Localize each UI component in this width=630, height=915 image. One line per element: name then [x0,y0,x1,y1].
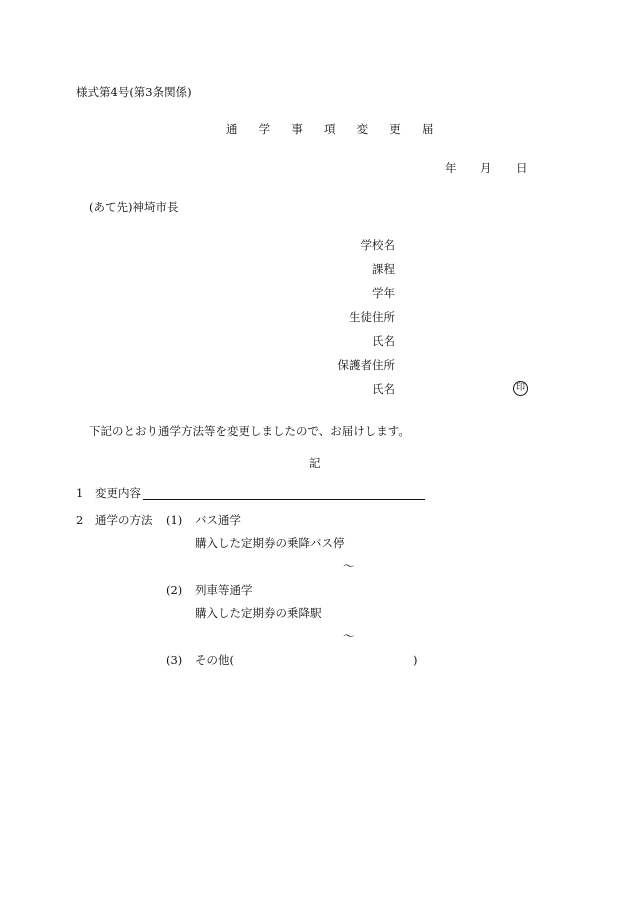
label-student-name: 氏名 [372,334,395,348]
title-char: 通 [226,122,238,136]
label-student-address: 生徒住所 [349,310,395,324]
addressee: (あて先)神埼市長 [89,200,179,214]
item2-label: 通学の方法 [95,513,153,527]
bus-number: (1) [166,513,183,527]
bus-sub: 購入した定期券の乗降バス停 [195,536,345,550]
date-month: 月 [480,161,492,175]
train-sub: 購入した定期券の乗降駅 [195,606,322,620]
label-course: 課程 [372,262,395,276]
title-char: 更 [389,122,401,136]
title-char: 学 [258,122,271,136]
train-number: (2) [166,583,183,597]
other-close-paren: ) [413,653,418,667]
train-tilde: 〜 [343,629,355,643]
item1-number: 1 [76,486,84,500]
title-char: 届 [421,122,434,136]
title-char: 事 [291,122,303,136]
label-guardian-address: 保護者住所 [337,358,395,372]
label-school-name: 学校名 [360,238,395,252]
title-char: 項 [323,122,336,136]
date-day: 日 [516,161,528,175]
other-number: (3) [166,653,183,667]
item2-number: 2 [76,513,84,527]
train-label: 列車等通学 [195,583,253,597]
bus-tilde: 〜 [343,559,355,573]
form-number: 様式第4号(第3条関係) [76,85,192,99]
item1-underline [143,499,425,500]
date-year: 年 [445,161,457,175]
bus-label: バス通学 [195,513,241,527]
other-label: その他( [195,653,234,667]
label-grade: 学年 [372,286,395,300]
body-text: 下記のとおり通学方法等を変更しましたので、お届けします。 [89,424,410,438]
ki-heading: 記 [309,456,321,470]
label-guardian-name: 氏名 [372,382,395,396]
seal-mark: 印 [513,381,528,396]
form-title [226,124,442,136]
item1-label: 変更内容 [95,486,141,500]
title-char: 変 [356,122,369,136]
